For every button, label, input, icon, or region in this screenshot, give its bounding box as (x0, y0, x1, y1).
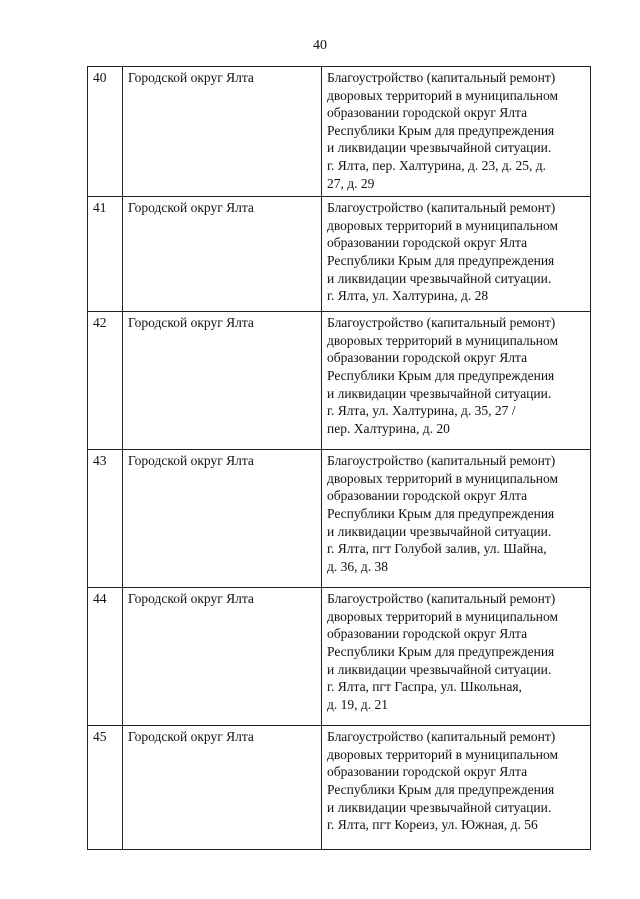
description-line: Республики Крым для предупреждения (327, 252, 555, 268)
description-line: образовании городской округ Ялта (327, 235, 528, 251)
description-line: дворовых территорий в муниципальном (327, 470, 559, 486)
description-cell (322, 450, 591, 588)
description-line: г. Ялта, пгт Кореиз, ул. Южная, д. 56 (327, 817, 538, 833)
description-line: г. Ялта, ул. Халтурина, д. 35, 27 / (327, 403, 516, 419)
description-line: и ликвидации чрезвычайной ситуации. (327, 661, 552, 677)
description-line: Благоустройство (капитальный ремонт) (327, 200, 556, 216)
description-line: Благоустройство (капитальный ремонт) (327, 315, 556, 331)
description-line: и ликвидации чрезвычайной ситуации. (327, 140, 552, 156)
description-line: г. Ялта, пгт Голубой залив, ул. Шайна, (327, 541, 547, 557)
description-line: образовании городской округ Ялта (327, 626, 528, 642)
municipality-cell: Городской округ Ялта (123, 588, 322, 726)
description-line: дворовых территорий в муниципальном (327, 608, 559, 624)
row-number: 40 (88, 67, 123, 197)
description-line: 27, д. 29 (327, 175, 375, 191)
description-line: дворовых территорий в муниципальном (327, 746, 559, 762)
description-line: г. Ялта, ул. Халтурина, д. 28 (327, 288, 489, 304)
table-row (88, 67, 591, 197)
description-line: образовании городской округ Ялта (327, 105, 528, 121)
municipality-cell: Городской округ Ялта (123, 197, 322, 312)
page-number: 40 (313, 38, 327, 53)
description-line: образовании городской округ Ялта (327, 488, 528, 504)
row-number: 41 (88, 197, 123, 312)
description-cell (322, 197, 591, 312)
description-line: д. 36, д. 38 (327, 558, 388, 574)
description-line: Благоустройство (капитальный ремонт) (327, 729, 556, 745)
description-line: Благоустройство (капитальный ремонт) (327, 70, 556, 85)
description-line: Республики Крым для предупреждения (327, 505, 555, 521)
row-number: 42 (88, 312, 123, 450)
description-line: пер. Халтурина, д. 20 (327, 420, 450, 436)
municipality-cell: Городской округ Ялта (123, 312, 322, 450)
description-line: и ликвидации чрезвычайной ситуации. (327, 523, 552, 539)
table-row (88, 588, 591, 726)
description-line: дворовых территорий в муниципальном (327, 217, 559, 233)
description-cell (322, 67, 591, 197)
description-cell (322, 588, 591, 726)
description-line: Республики Крым для предупреждения (327, 643, 555, 659)
projects-table (87, 66, 591, 850)
description-line: г. Ялта, пгт Гаспра, ул. Школьная, (327, 679, 522, 695)
description-line: образовании городской округ Ялта (327, 764, 528, 780)
description-line: и ликвидации чрезвычайной ситуации. (327, 799, 552, 815)
description-line: г. Ялта, пер. Халтурина, д. 23, д. 25, д. (327, 157, 547, 173)
table-row (88, 450, 591, 588)
description-line: и ликвидации чрезвычайной ситуации. (327, 270, 552, 286)
description-line: Благоустройство (капитальный ремонт) (327, 591, 556, 607)
description-line: дворовых территорий в муниципальном (327, 87, 559, 103)
description-line: дворовых территорий в муниципальном (327, 332, 559, 348)
row-number: 44 (88, 588, 123, 726)
table-row (88, 726, 591, 850)
municipality-cell: Городской округ Ялта (123, 726, 322, 850)
description-line: образовании городской округ Ялта (327, 350, 528, 366)
municipality-cell: Городской округ Ялта (123, 67, 322, 197)
row-number: 43 (88, 450, 123, 588)
description-line: Республики Крым для предупреждения (327, 367, 555, 383)
municipality-cell: Городской округ Ялта (123, 450, 322, 588)
description-cell (322, 312, 591, 450)
description-line: д. 19, д. 21 (327, 696, 388, 712)
description-cell (322, 726, 591, 850)
table-row (88, 312, 591, 450)
row-number: 45 (88, 726, 123, 850)
description-line: Республики Крым для предупреждения (327, 781, 555, 797)
description-line: и ликвидации чрезвычайной ситуации. (327, 385, 552, 401)
description-line: Благоустройство (капитальный ремонт) (327, 453, 556, 469)
description-line: Республики Крым для предупреждения (327, 122, 555, 138)
table-row (88, 197, 591, 312)
